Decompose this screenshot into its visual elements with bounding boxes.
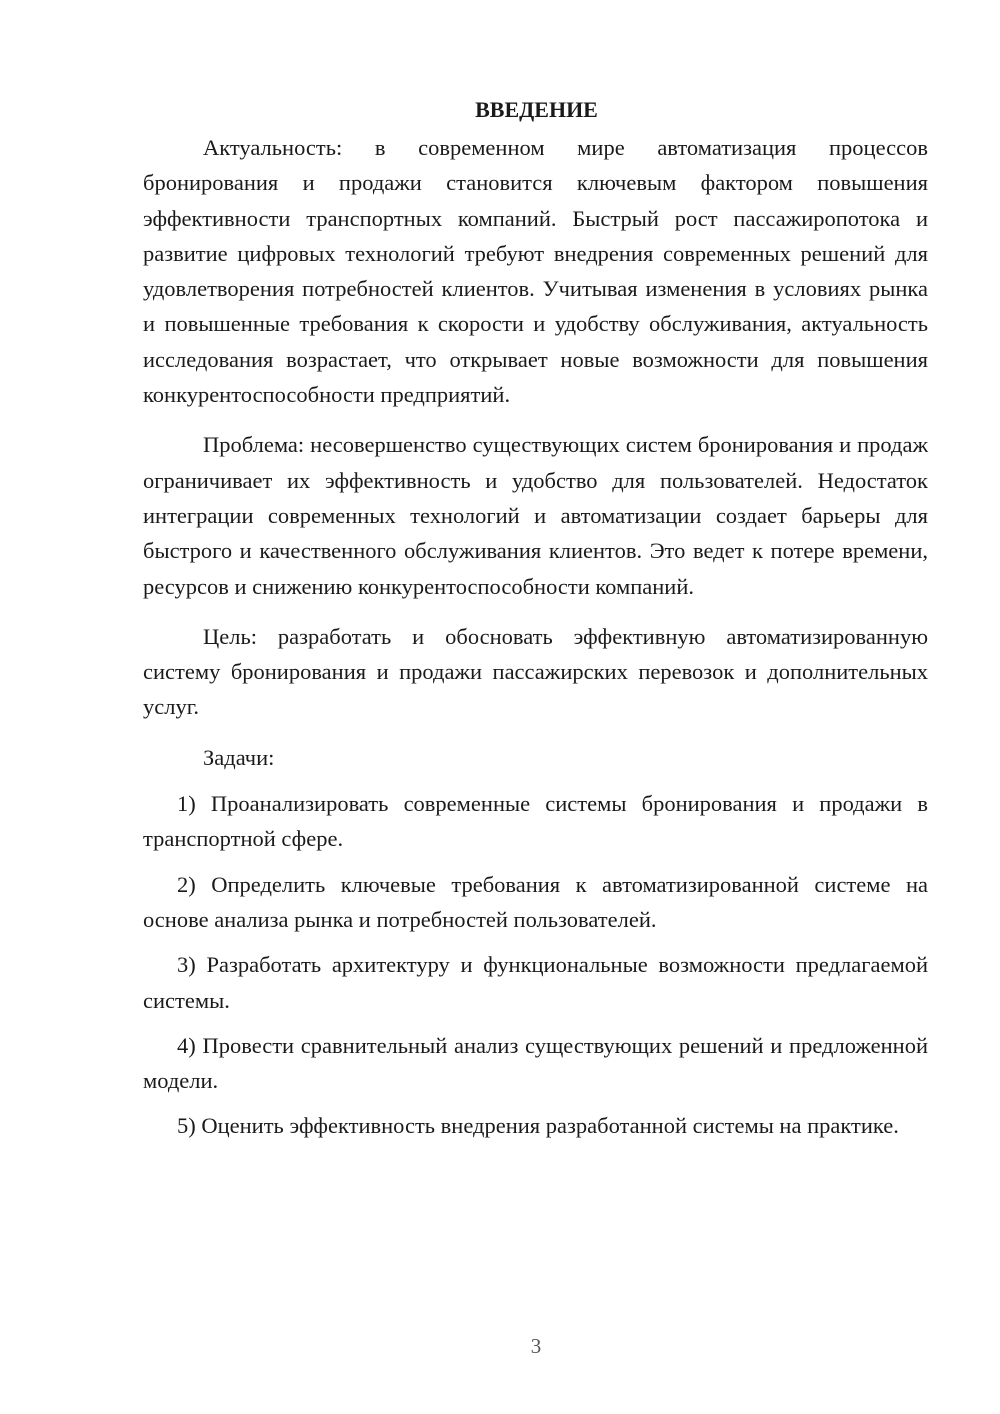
paragraph-relevance: Актуальность: в современном мире автоматизация процессов бронирования и продажи становится ключевым фактором повышения эффективности транспортных компаний. Быстрый рост пассажиропотока и развитие цифровых технологий требуют внедрения современных решений для удовлетворения потребностей клиентов. Учитывая изменения в условиях рынка и повышенные требования к скорости и удобству обслуживания, актуальность исследования возрастает, что открывает новые возможности для повышения конкурентоспособности предприятий. <box>143 135 928 408</box>
task-item: 2) Определить ключевые требования к автоматизированной системе на основе анализа рынка и потребностей пользователей. <box>143 871 928 932</box>
paragraph-goal: Цель: разработать и обосновать эффективную автоматизированную систему бронирования и продажи пассажирских перевозок и дополнительных услуг. <box>143 623 928 720</box>
page-content <box>143 92 928 1144</box>
page-number: 3 <box>530 1334 542 1358</box>
page-title: ВВЕДЕНИЕ <box>475 97 598 122</box>
task-item: 4) Провести сравнительный анализ существующих решений и предложенной модели. <box>143 1032 928 1094</box>
task-item: 5) Оценить эффективность внедрения разработанной системы на практике. <box>177 1113 899 1139</box>
task-item: 1) Проанализировать современные системы бронирования и продажи в транспортной сфере. <box>143 791 928 852</box>
tasks-label: Задачи: <box>203 744 275 770</box>
task-item: 3) Разработать архитектуру и функциональные возможности предлагаемой системы. <box>143 952 928 1013</box>
paragraph-problem: Проблема: несовершенство существующих систем бронирования и продаж ограничивает их эффективность и удобство для пользователей. Недостаток интеграции современных технологий и автоматизации создает барьеры для быстрого и качественного обслуживания клиентов. Это ведет к потере времени, ресурсов и снижению конкурентоспособности компаний. <box>143 432 928 599</box>
